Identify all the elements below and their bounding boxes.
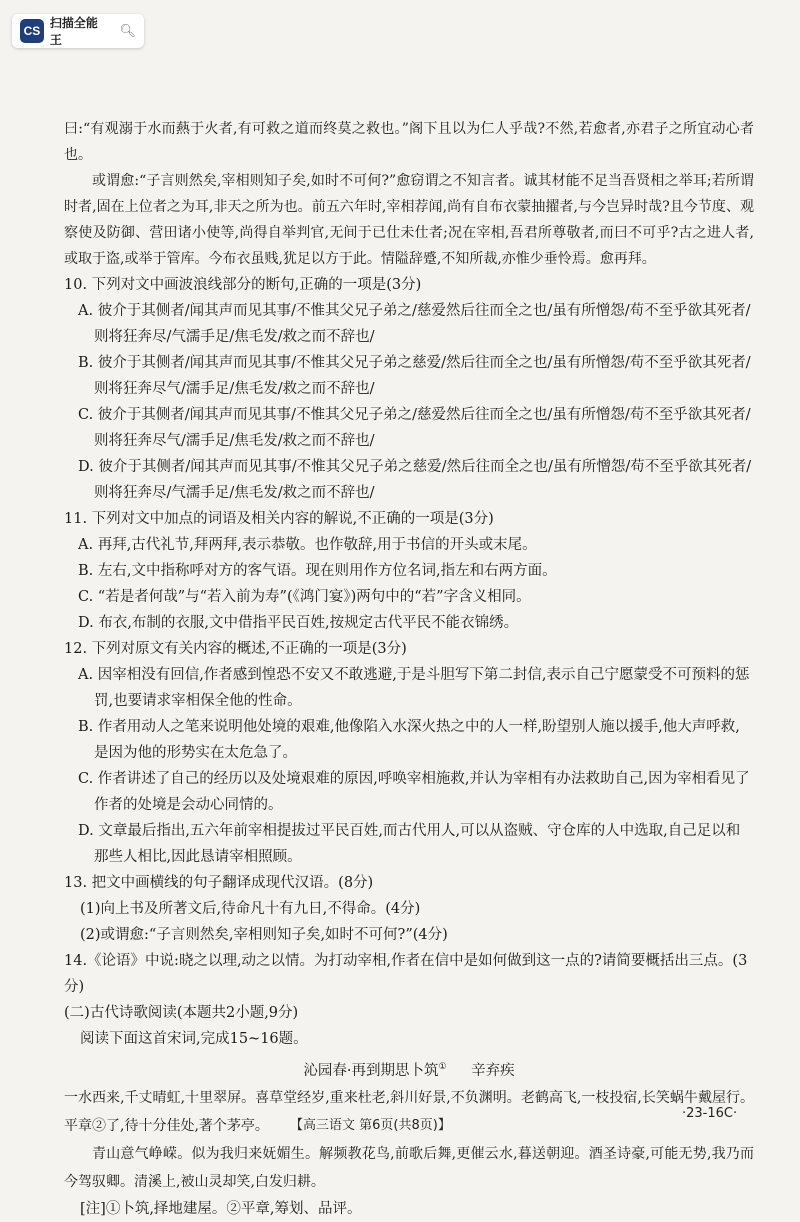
poem-note-mark: ①	[438, 1062, 447, 1072]
app-logo-icon: CS	[20, 19, 44, 43]
poem-stanza-2: 青山意气峥嵘。似为我归来妩媚生。解频教花鸟,前歌后舞,更催云水,暮送朝迎。酒圣诗豪,可能无势,我乃而今驾驭卿。清溪上,被山灵却笑,白发归耕。	[64, 1145, 754, 1190]
question-12-option-c: C. 作者讲述了自己的经历以及处境艰难的原因,呼唤宰相施救,并认为宰相有办法救助自己,因为宰相看见了作者的处境是会动心同情的。	[78, 771, 750, 813]
poem-heading	[64, 1054, 754, 1084]
poem-author: 辛弃疾	[471, 1062, 515, 1079]
question-11-stem: 11. 下列对文中加点的词语及相关内容的解说,不正确的一项是(3分)	[64, 511, 494, 527]
question-13-item-1: (1)向上书及所著文后,待命凡十有九日,不得命。(4分)	[80, 901, 421, 917]
question-10-option-b: B. 彼介于其侧者/闻其声而见其事/不惟其父兄子弟之慈爱/然后往而全之也/虽有所憎怨/苟不至乎欲其死者/则将狂奔尽气/濡手足/焦毛发/救之而不辞也/	[78, 355, 751, 397]
passage-paragraph-2: 或谓愈:“子言则然矣,宰相则知子矣,如时不可何?”愈窃谓之不知言者。诚其材能不足当吾贤相之举耳;若所谓时者,固在上位者之为耳,非天之所为也。前五六年时,宰相荐闻,尚有自布衣蒙抽擢者,与今岂异时哉?且今节度、观察使及防御、营田诸小使等,尚得自举判官,无间于已仕未仕者;况在宰相,吾君所尊敬者,而曰不可乎?古之进人者,或取于盗,或举于管库。今布衣虽贱,犹足以方于此。情隘辞蹙,不知所裁,亦惟少垂怜焉。愈再拜。	[64, 173, 754, 267]
question-11-option-b: B. 左右,文中指称呼对方的客气语。现在则用作方位名词,指左和右两方面。	[78, 563, 557, 579]
question-10-option-c: C. 彼介于其侧者/闻其声而见其事/不惟其父兄子弟之/慈爱然后往而全之也/虽有所憎怨/苟不至乎欲其死者/则将狂奔尽气/濡手足/焦毛发/救之而不辞也/	[78, 407, 751, 449]
scanner-app-badge[interactable]	[12, 14, 144, 48]
question-12-option-d: D. 文章最后指出,五六年前宰相提拔过平民百姓,而古代用人,可以从盗贼、守仓库的人中选取,自己足以和那些人相比,因此恳请宰相照顾。	[78, 823, 741, 865]
question-12-stem: 12. 下列对原文有关内容的概述,不正确的一项是(3分)	[64, 641, 407, 657]
poem-stanza-1: 一水西来,千丈晴虹,十里翠屏。喜草堂经岁,重来杜老,斜川好景,不负渊明。老鹤高飞,一枝投宿,长笑蜗牛戴屋行。平章②了,待十分佳处,著个茅亭。	[64, 1089, 754, 1134]
question-11-option-a: A. 再拜,古代礼节,拜两拜,表示恭敬。也作敬辞,用于书信的开头或末尾。	[78, 537, 537, 553]
question-10-stem: 10. 下列对文中画波浪线部分的断句,正确的一项是(3分)	[64, 277, 422, 293]
question-12-option-a: A. 因宰相没有回信,作者感到惶恐不安又不敢逃避,于是斗胆写下第二封信,表示自己宁愿蒙受不可预料的惩罚,也要请求宰相保全他的性命。	[78, 667, 750, 709]
question-12-option-b: B. 作者用动人之笔来说明他处境的艰难,他像陷入水深火热之中的人一样,盼望别人施以援手,他大声呼救,是因为他的形势实在太危急了。	[78, 719, 740, 761]
question-11-option-d: D. 布衣,布制的衣服,文中借指平民百姓,按规定古代平民不能衣锦绣。	[78, 615, 519, 631]
question-13-stem: 13. 把文中画横线的句子翻译成现代汉语。(8分)	[64, 875, 374, 891]
page-number-label: 【高三语文 第6页(共8页)】	[290, 1118, 451, 1133]
passage-paragraph-1: 曰:“有观溺于水而爇于火者,有可救之道而终莫之救也。”阁下且以为仁人乎哉?不然,若愈者,亦君子之所宜动心者也。	[64, 121, 754, 163]
section-2-instruction: 阅读下面这首宋词,完成15~16题。	[80, 1031, 308, 1047]
section-2-title: (二)古代诗歌阅读(本题共2小题,9分)	[64, 1005, 299, 1021]
exam-page	[64, 116, 754, 1222]
exam-code: ·23-16C·	[682, 1106, 738, 1121]
app-name: 扫描全能王	[49, 16, 98, 47]
question-10-option-d: D. 彼介于其侧者/闻其声而见其事/不惟其父兄子弟之慈爱/然后往而全之也/虽有所憎怨/苟不至乎欲其死者/则将狂奔尽/气濡手足/焦毛发/救之而不辞也/	[78, 459, 752, 501]
poem-title: 沁园春·再到期思卜筑	[303, 1062, 439, 1079]
question-10-option-a: A. 彼介于其侧者/闻其声而见其事/不惟其父兄子弟之/慈爱然后往而全之也/虽有所憎怨/苟不至乎欲其死者/则将狂奔尽/气濡手足/焦毛发/救之而不辞也/	[78, 303, 751, 345]
question-14-stem: 14.《论语》中说:晓之以理,动之以情。为打动宰相,作者在信中是如何做到这一点的?请简要概括出三点。(3分)	[64, 953, 748, 995]
question-11-option-c: C. “若是者何哉”与“若入前为寿”(《鸿门宴》)两句中的“若”字含义相同。	[78, 589, 531, 605]
poem-note: [注]①卜筑,择地建屋。②平章,筹划、品评。	[80, 1200, 362, 1217]
search-icon[interactable]: 🔍︎	[119, 23, 136, 39]
question-13-item-2: (2)或谓愈:“子言则然矣,宰相则知子矣,如时不可何?”(4分)	[80, 927, 448, 943]
